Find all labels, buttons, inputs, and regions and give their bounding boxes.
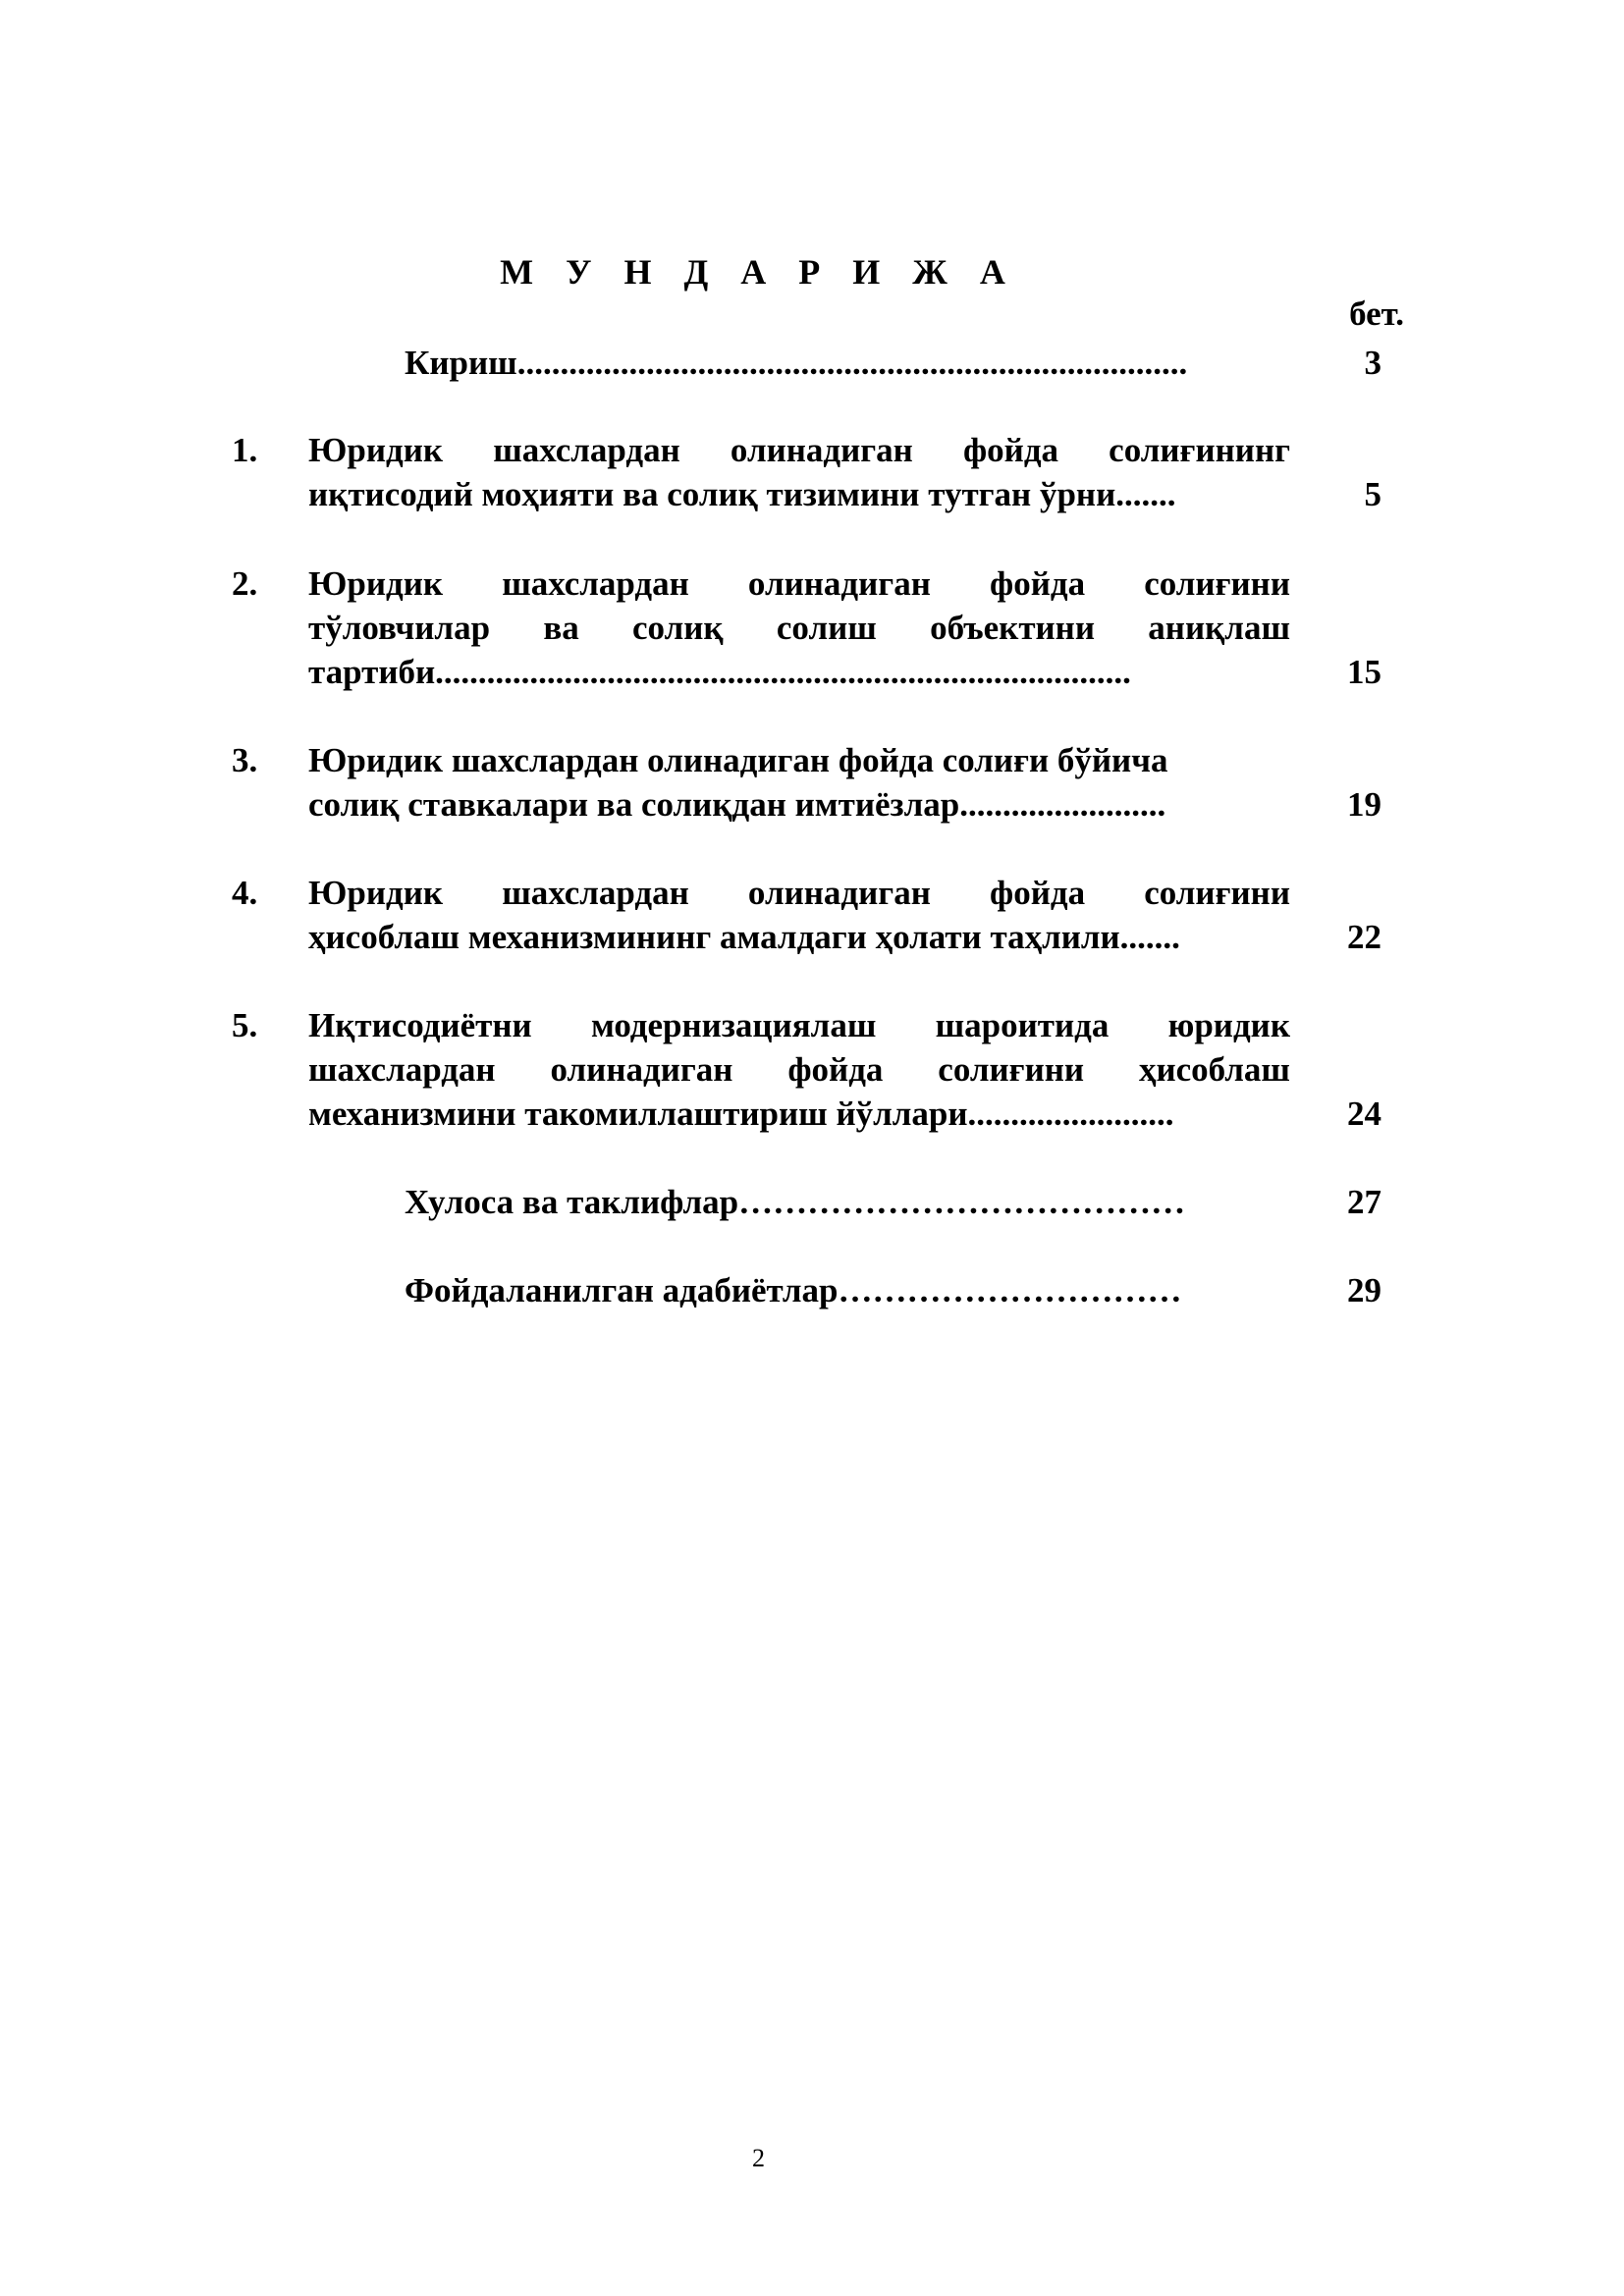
toc-entry-line: Юридик шахслардан олинадиган фойда солиғининг xyxy=(308,431,1290,469)
toc-entry-page: 5 xyxy=(1364,475,1381,513)
toc-entry-chapter-3[interactable] xyxy=(0,738,1624,827)
toc-entry-page: 19 xyxy=(1347,785,1381,824)
toc-entry-introduction[interactable] xyxy=(0,341,1624,385)
toc-entry-title xyxy=(308,428,1290,516)
toc-entry-number: 1. xyxy=(232,431,258,469)
toc-entry-page: 24 xyxy=(1347,1095,1381,1133)
toc-entry-line: Иқтисодиётни модернизациялаш шароитида юридик xyxy=(308,1006,1290,1044)
toc-entry-title: Фойдаланилган адабиётлар………………………… xyxy=(405,1271,1182,1309)
toc-entry-chapter-4[interactable] xyxy=(0,871,1624,959)
page-number: 2 xyxy=(752,2144,765,2172)
toc-entry-line: Юридик шахслардан олинадиган фойда солиғини xyxy=(308,564,1290,603)
toc-entry-number: 3. xyxy=(232,741,258,779)
toc-entry-line: иқтисодий моҳияти ва солиқ тизимини тутган ўрни....... xyxy=(308,475,1176,513)
toc-entry-line: Юридик шахслардан олинадиган фойда солиғини xyxy=(308,874,1290,912)
toc-entry-title xyxy=(308,561,1290,694)
toc-entry-line: Юридик шахслардан олинадиган фойда солиғи бўйича xyxy=(308,741,1168,779)
toc-entry-title: Кириш.............................................................................. xyxy=(405,344,1188,382)
toc-entry-title xyxy=(308,871,1290,959)
toc-entry-number: 4. xyxy=(232,874,258,912)
toc-entry-number: 2. xyxy=(232,564,258,603)
toc-entry-chapter-2[interactable] xyxy=(0,561,1624,694)
toc-entry-title: Хулоса ва таклифлар………………………………… xyxy=(405,1183,1186,1221)
toc-entry-page: 15 xyxy=(1347,653,1381,691)
page-column-header: бет. xyxy=(1349,294,1404,333)
toc-entry-chapter-1[interactable] xyxy=(0,428,1624,516)
toc-entry-line: солиқ ставкалари ва солиқдан имтиёзлар........................ xyxy=(308,785,1166,824)
toc-entry-line: тўловчилар ва солиқ солиш объектини аниқлаш xyxy=(308,609,1290,647)
toc-entry-line: тартиби................................................................................. xyxy=(308,653,1131,691)
toc-entry-page: 29 xyxy=(1347,1271,1381,1309)
toc-entry-page: 27 xyxy=(1347,1183,1381,1221)
toc-title: М У Н Д А Р И Ж А xyxy=(500,252,1017,292)
toc-entry-line: механизмини такомиллаштириш йўллари........................ xyxy=(308,1095,1174,1133)
toc-entry-title xyxy=(308,738,1290,827)
toc-entry-number: 5. xyxy=(232,1006,258,1044)
toc-entry-title xyxy=(308,1003,1290,1136)
toc-entry-conclusion[interactable] xyxy=(0,1180,1624,1224)
toc-entry-page: 3 xyxy=(1364,344,1381,382)
toc-entry-line: шахслардан олинадиган фойда солиғини ҳисоблаш xyxy=(308,1050,1290,1089)
toc-entry-references[interactable] xyxy=(0,1268,1624,1312)
toc-entry-chapter-5[interactable] xyxy=(0,1003,1624,1136)
toc-entry-line: ҳисоблаш механизмининг амалдаги ҳолати таҳлили....... xyxy=(308,918,1180,956)
toc-entry-page: 22 xyxy=(1347,918,1381,956)
